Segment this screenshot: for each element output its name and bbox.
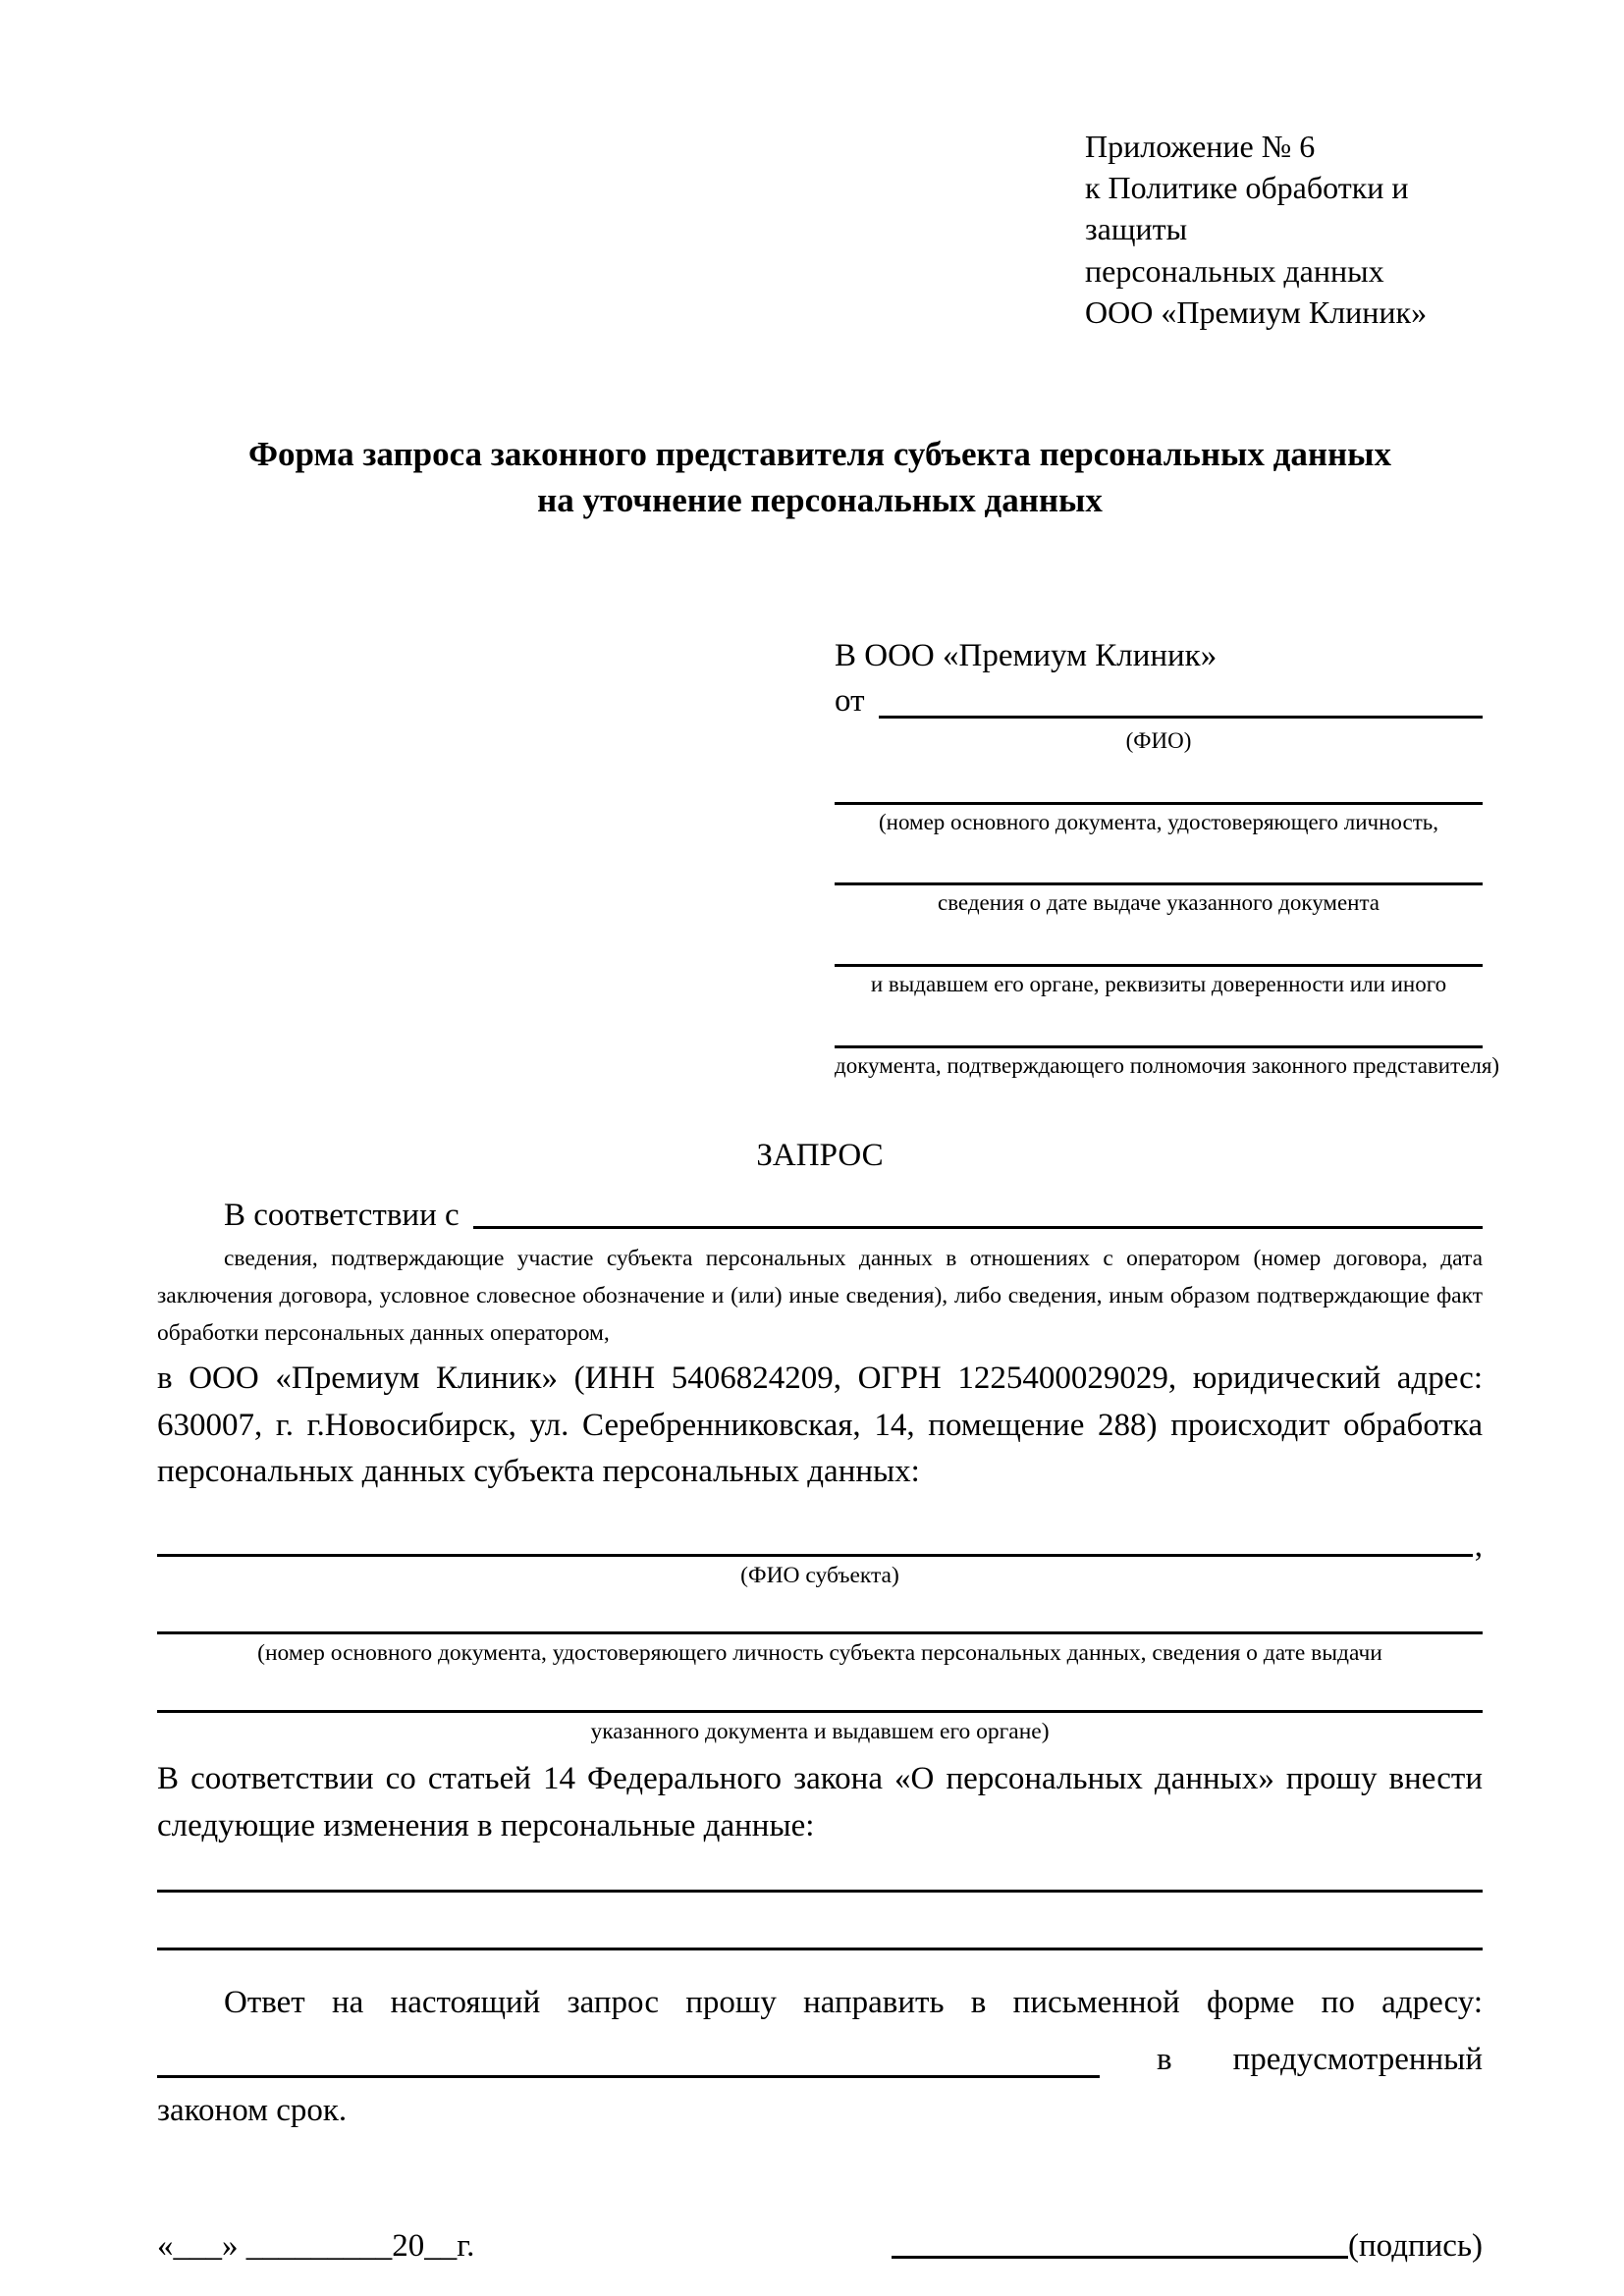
- appendix-line: персональных данных: [1085, 252, 1384, 289]
- addressee-to: В ООО «Премиум Клиник»: [835, 637, 1218, 673]
- signature-block: [892, 2228, 1483, 2265]
- addressee-block: [835, 634, 1500, 1081]
- subject-fio-line: [157, 1554, 1473, 1557]
- blank-line-doc-authority: [835, 1045, 1483, 1048]
- changes-blank-line-2: [157, 1948, 1483, 1950]
- date-field: «___» _________20__г.: [157, 2228, 475, 2265]
- appendix-line: ООО «Премиум Клиник»: [1085, 294, 1428, 330]
- blank-line-doc-date: [835, 882, 1483, 885]
- subject-fio-caption: (ФИО субъекта): [740, 1563, 899, 1589]
- blank-line-doc-issuer: [835, 964, 1483, 967]
- form-title-line-2: на уточнение персональных данных: [537, 481, 1103, 520]
- operator-paragraph: в ООО «Премиум Клиник» (ИНН 5406824209, ОГРН 1225400029029, юридический адрес: 630007, г. г.Новосибирск, ул. Серебренниковская, 14, помещение 288) происходит обработка персональных данных субъекта персональных данных:: [157, 1360, 1483, 1490]
- appendix-line: к Политике обработки и защиты: [1085, 170, 1409, 247]
- answer-paragraph-line-2: [157, 2037, 1483, 2084]
- subject-doc-caption-1: (номер основного документа, удостоверяющего личность субъекта персональных данных, сведения о дате выдачи: [257, 1640, 1382, 1667]
- subject-doc-line-2: [157, 1710, 1483, 1713]
- request-heading: ЗАПРОС: [756, 1137, 884, 1173]
- doc-issuer-caption: и выдавшем его органе, реквизиты доверенности или иного: [870, 972, 1447, 997]
- answer-paragraph-line-1: Ответ на настоящий запрос прошу направить в письменной форме по адресу:: [224, 1984, 1483, 2020]
- accordance-fill-line: [473, 1226, 1483, 1229]
- appendix-block: [1085, 126, 1483, 333]
- subject-doc-row-1: [157, 1631, 1483, 1634]
- blank-line-doc-number: [835, 802, 1483, 805]
- answer-paragraph-line-3: законом срок.: [157, 2092, 348, 2128]
- signature-caption: (подпись): [1348, 2228, 1483, 2265]
- doc-date-caption: сведения о дате выдаче указанного документа: [937, 890, 1380, 916]
- addressee-from-row: [835, 679, 1483, 723]
- appendix-line: Приложение № 6: [1085, 129, 1316, 164]
- subject-doc-caption-2: указанного документа и выдавшем его органе): [590, 1718, 1050, 1744]
- doc-number-caption: (номер основного документа, удостоверяющего личность,: [878, 809, 1438, 834]
- changes-blank-line-1: [157, 1890, 1483, 1893]
- fio-caption: (ФИО): [1125, 727, 1192, 753]
- subject-doc-line-1: [157, 1631, 1483, 1634]
- accordance-label: В соответствии с: [224, 1197, 460, 1233]
- trailing-comma: ,: [1474, 1528, 1483, 1565]
- answer-word-1: в: [1157, 2041, 1172, 2077]
- addressee-from-label: от: [835, 683, 865, 720]
- doc-authority-caption: документа, подтверждающего полномочия законного представителя): [835, 1052, 1500, 1078]
- accordance-row: [157, 1198, 1483, 1234]
- answer-word-2: предусмотренный: [1232, 2041, 1483, 2077]
- footer-row: [157, 2228, 1483, 2265]
- answer-address-line: [157, 2075, 1100, 2078]
- signature-line: [892, 2256, 1348, 2259]
- subject-doc-row-2: [157, 1710, 1483, 1713]
- footnote-text: сведения, подтверждающие участие субъекта персональных данных в отношениях с оператором (номер договора, дата заключения договора, условное словесное обозначение и (или) иные сведения), либо сведения, иным образом подтверждающие факт обработки персональных данных оператором,: [157, 1245, 1483, 1346]
- from-fill-line: [879, 716, 1484, 719]
- subject-fio-row: [157, 1528, 1483, 1565]
- article-paragraph: В соответствии со статьей 14 Федерального закона «О персональных данных» прошу внести следующие изменения в персональные данные:: [157, 1761, 1483, 1843]
- form-title-line-1: Форма запроса законного представителя субъекта персональных данных: [248, 435, 1391, 474]
- form-title: [157, 431, 1483, 524]
